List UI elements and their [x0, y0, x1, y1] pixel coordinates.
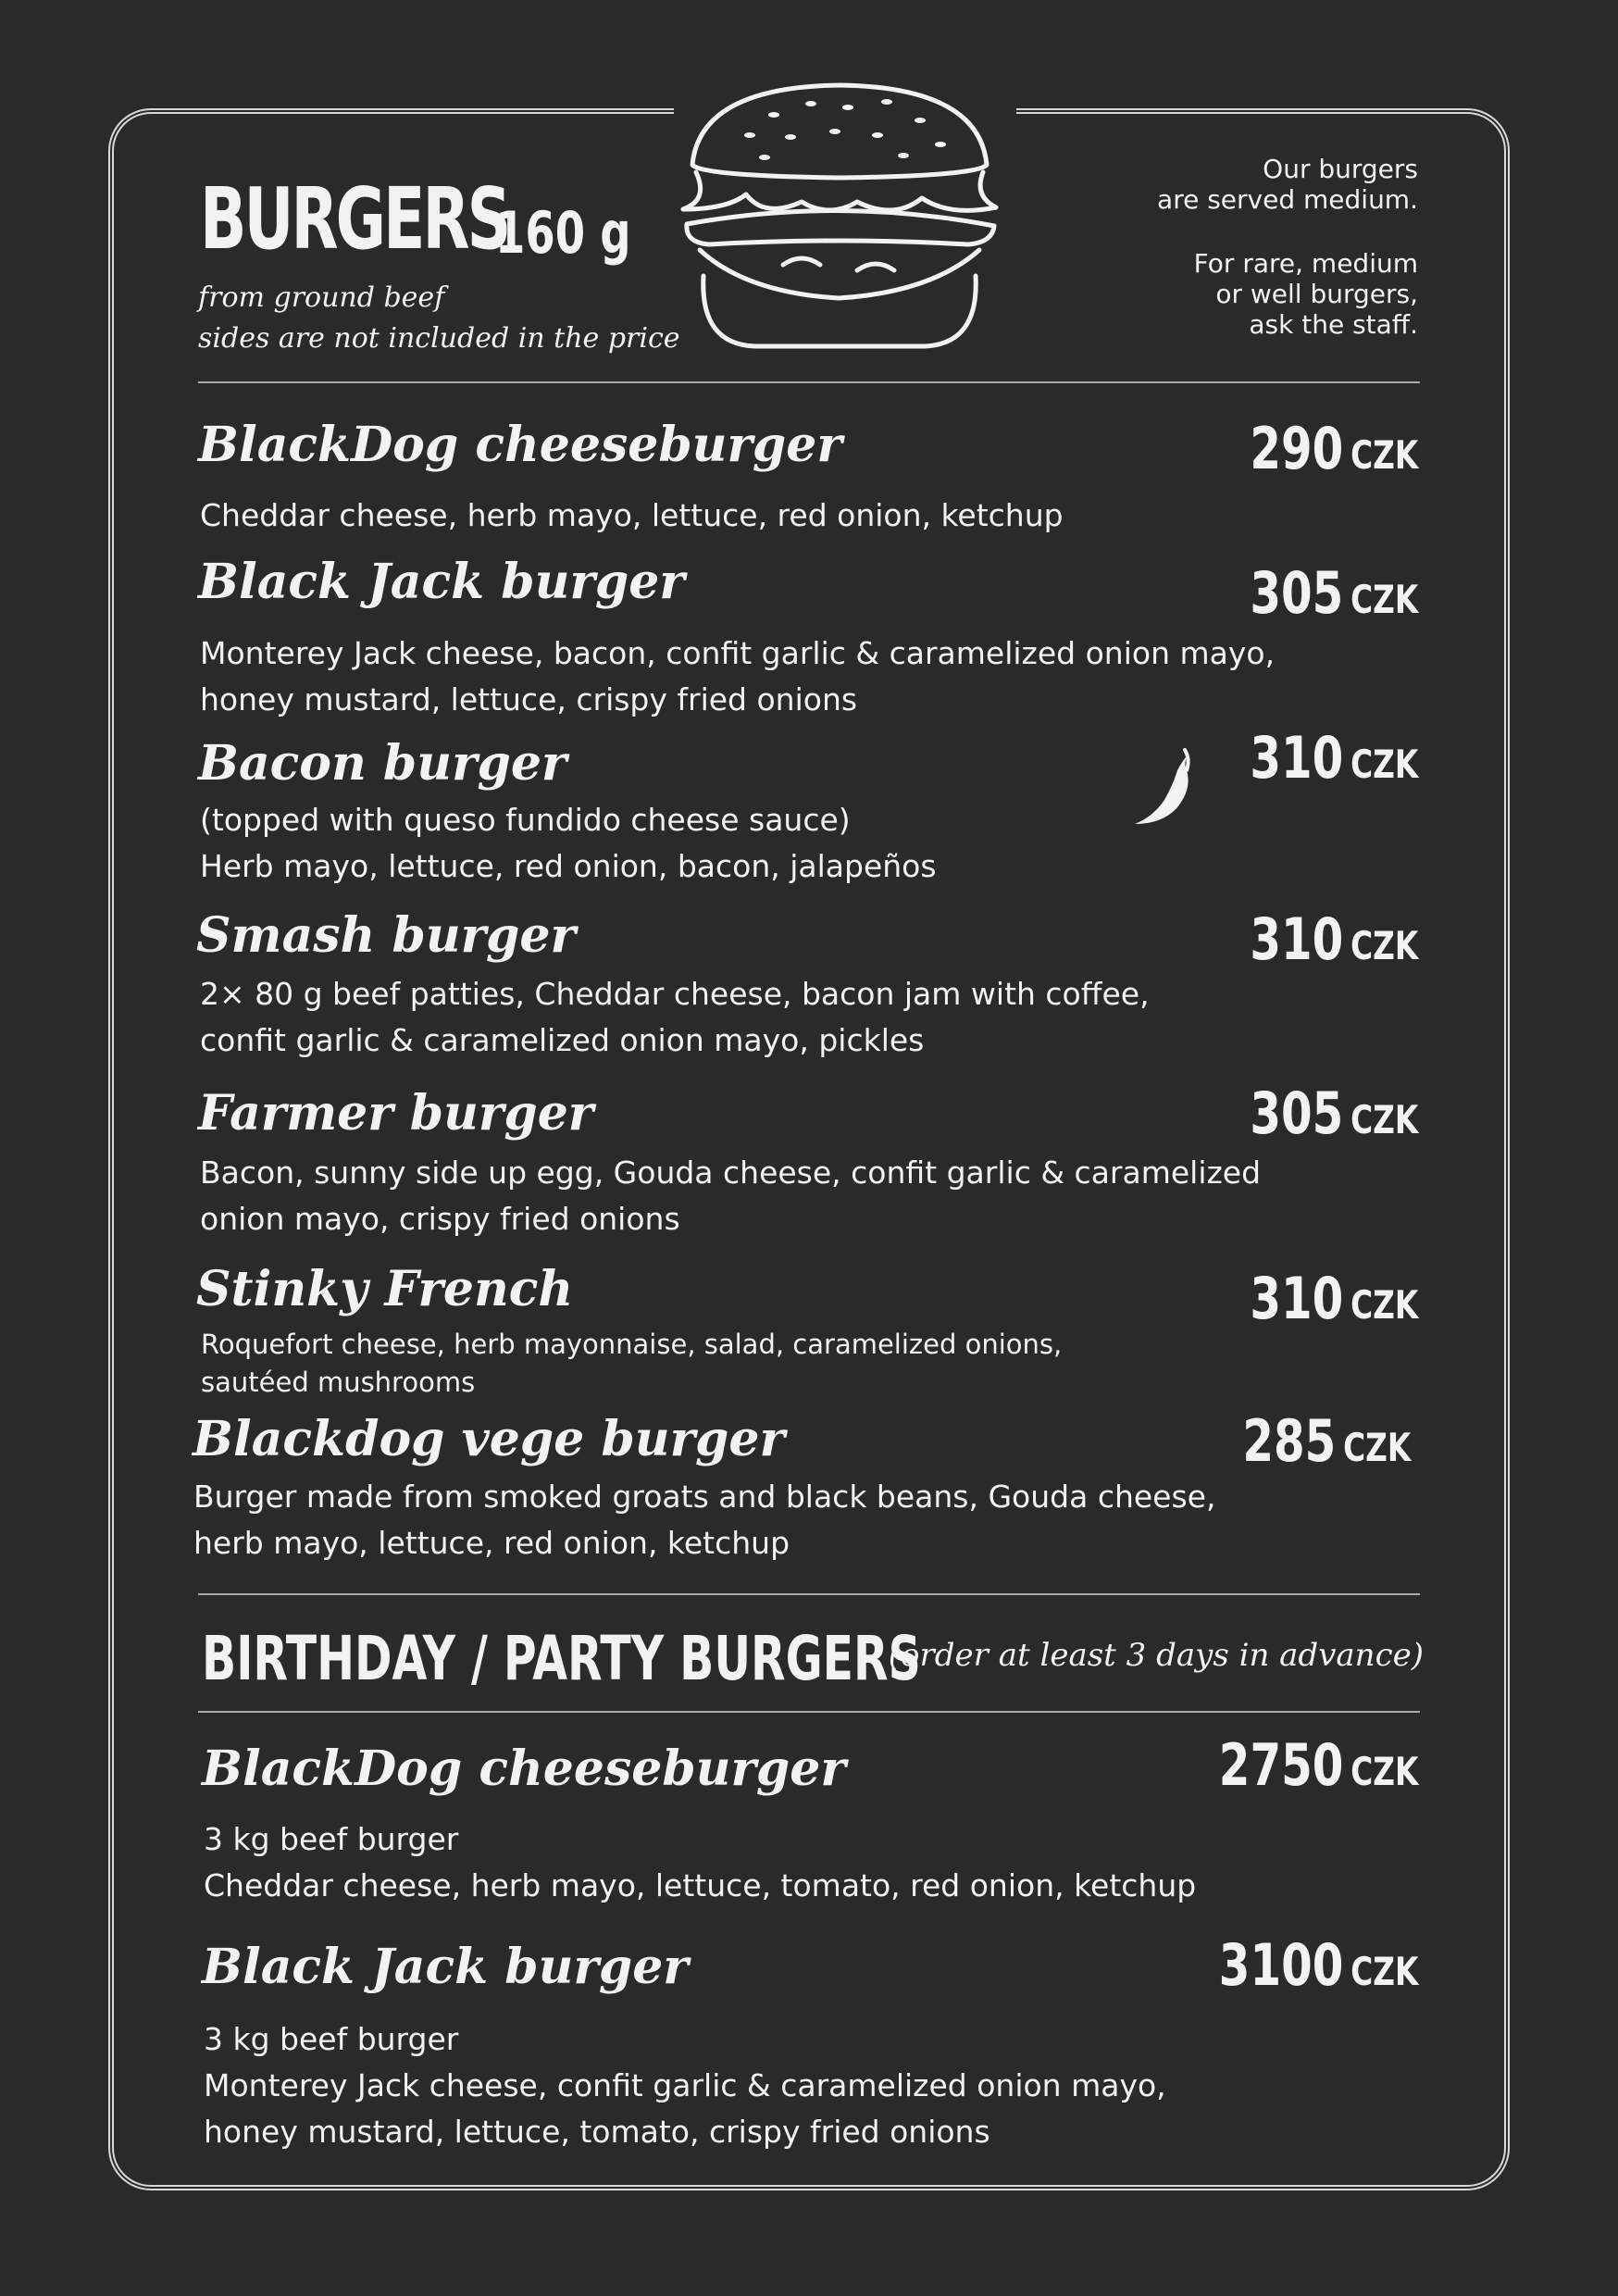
item-name: Bacon burger [198, 735, 567, 792]
item-price: 310 CZK [1250, 905, 1418, 973]
item-name: Blackdog vege burger [193, 1411, 785, 1467]
party-item-price: 3100 CZK [1218, 1931, 1418, 1999]
divider [198, 1711, 1420, 1713]
note-line-2: are served medium. [1157, 184, 1418, 215]
note-line-1: Our burgers [1263, 154, 1418, 184]
section-title: BIRTHDAY / PARTY BURGERS [202, 1623, 921, 1694]
menu-title: BURGERS [200, 169, 509, 268]
section-note: (order at least 3 days in advance) [888, 1637, 1424, 1674]
subtitle-line-2: sides are not included in the price [198, 322, 680, 355]
item-name: Stinky French [196, 1261, 574, 1317]
party-item-name: Black Jack burger [202, 1939, 689, 1995]
item-description: Roquefort cheese, herb mayonnaise, salad, caramelized onions, sautéed mushrooms [201, 1329, 1063, 1398]
note-line-4: or well burgers, [1215, 279, 1418, 309]
divider [198, 381, 1420, 383]
item-description: (topped with queso fundido cheese sauce) Herb mayo, lettuce, red onion, bacon, jalapeños [200, 802, 937, 884]
divider [198, 1593, 1420, 1595]
patty-weight: 160 g [495, 199, 631, 267]
item-description: Monterey Jack cheese, bacon, confit garlic & caramelized onion mayo, honey mustard, lettuce, crispy fried onions [200, 635, 1276, 718]
item-price: 310 CZK [1250, 1265, 1418, 1332]
item-price: 305 CZK [1250, 559, 1418, 627]
item-description: Burger made from smoked groats and black beans, Gouda cheese, herb mayo, lettuce, red onion, ketchup [193, 1479, 1216, 1561]
item-description: Bacon, sunny side up egg, Gouda cheese, confit garlic & caramelized onion mayo, crispy fried onions [200, 1154, 1262, 1237]
item-name: Farmer burger [198, 1085, 594, 1142]
item-description: Cheddar cheese, herb mayo, lettuce, red onion, ketchup [200, 497, 1064, 533]
note-line-5: ask the staff. [1249, 309, 1418, 340]
item-name: Black Jack burger [198, 554, 685, 610]
chili-pepper-icon [1131, 746, 1196, 830]
item-price: 285 CZK [1242, 1407, 1411, 1475]
note-line-3: For rare, medium [1193, 248, 1418, 279]
party-item-name: BlackDog cheeseburger [202, 1741, 846, 1797]
party-item-description: 3 kg beef burger Cheddar cheese, herb mayo, lettuce, tomato, red onion, ketchup [204, 1821, 1197, 1903]
item-price: 305 CZK [1250, 1079, 1418, 1147]
party-item-description: 3 kg beef burger Monterey Jack cheese, confit garlic & caramelized onion mayo, honey mustard, lettuce, tomato, crispy fried onions [204, 2021, 1166, 2150]
subtitle-line-1: from ground beef [198, 281, 445, 314]
burger-illustration-icon [672, 80, 1007, 356]
item-description: 2× 80 g beef patties, Cheddar cheese, bacon jam with coffee, confit garlic & caramelized onion mayo, pickles [200, 976, 1150, 1058]
party-item-price: 2750 CZK [1218, 1731, 1418, 1799]
item-price: 310 CZK [1250, 724, 1418, 792]
item-price: 290 CZK [1250, 415, 1418, 482]
item-name: BlackDog cheeseburger [198, 417, 842, 473]
item-name: Smash burger [196, 907, 576, 964]
